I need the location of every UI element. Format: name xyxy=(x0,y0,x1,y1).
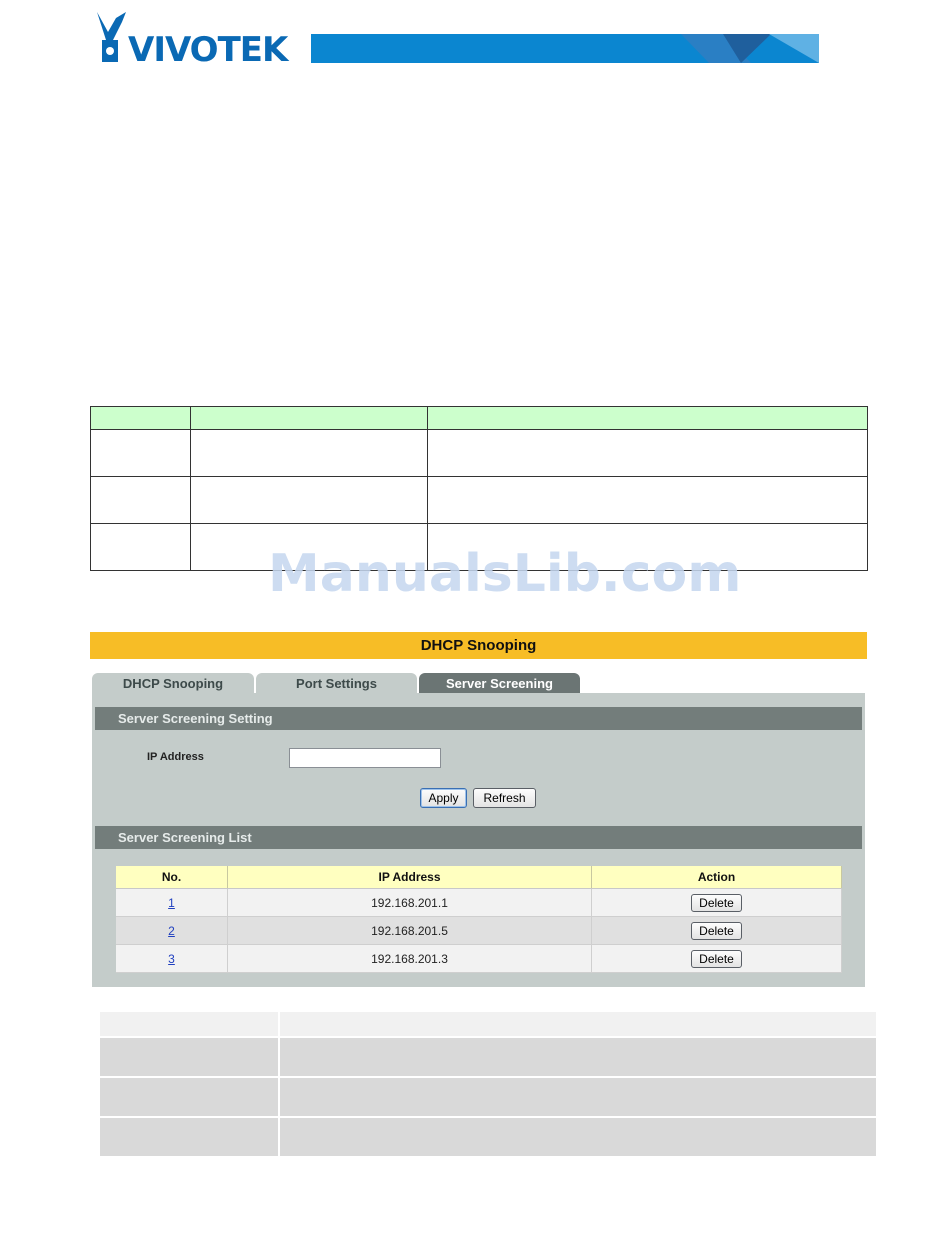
table-row xyxy=(116,917,842,945)
ip-address-cell: 192.168.201.3 xyxy=(228,945,592,973)
page-title: DHCP Snooping xyxy=(90,632,867,659)
action-cell xyxy=(592,945,842,973)
row-number-cell xyxy=(116,945,228,973)
ip-address-cell: 192.168.201.5 xyxy=(228,917,592,945)
row-number-link[interactable]: 3 xyxy=(168,951,175,966)
description-table xyxy=(100,1012,878,1158)
doc-table-cell xyxy=(428,477,868,524)
section-header-list: Server Screening List xyxy=(95,826,862,849)
tab-dhcp-snooping[interactable]: DHCP Snooping xyxy=(92,673,254,693)
ip-address-label: IP Address xyxy=(147,751,204,763)
table-row xyxy=(116,945,842,973)
row-number-cell xyxy=(116,889,228,917)
delete-button[interactable]: Delete xyxy=(691,950,742,968)
row-number-link[interactable]: 1 xyxy=(168,895,175,910)
doc-table-cell xyxy=(91,524,191,571)
table-row xyxy=(116,889,842,917)
delete-button[interactable]: Delete xyxy=(691,894,742,912)
ip-address-input[interactable] xyxy=(289,748,441,768)
doc-table-cell xyxy=(91,477,191,524)
row-number-link[interactable]: 2 xyxy=(168,923,175,938)
doc-table-cell xyxy=(191,524,428,571)
section-header-setting: Server Screening Setting xyxy=(95,707,862,730)
description-table-cell xyxy=(100,1117,279,1157)
logo-wordmark: VIVOTEK xyxy=(128,30,288,70)
action-cell xyxy=(592,917,842,945)
description-table-cell xyxy=(100,1012,279,1037)
doc-table-cell xyxy=(91,407,191,430)
apply-button[interactable]: Apply xyxy=(420,788,467,808)
server-screening-table xyxy=(116,866,842,973)
description-table-cell xyxy=(279,1117,877,1157)
banner-decoration xyxy=(311,34,819,63)
doc-table-cell xyxy=(428,407,868,430)
doc-table xyxy=(90,406,868,571)
vivotek-logo xyxy=(94,10,304,70)
description-table-cell xyxy=(279,1077,877,1117)
doc-table-cell xyxy=(428,430,868,477)
settings-panel xyxy=(92,693,865,987)
header-banner xyxy=(311,34,819,63)
delete-button[interactable]: Delete xyxy=(691,922,742,940)
description-table-cell xyxy=(279,1037,877,1077)
description-table-cell xyxy=(100,1077,279,1117)
column-header-no: No. xyxy=(116,866,228,889)
column-header-ip-address: IP Address xyxy=(228,866,592,889)
doc-table-cell xyxy=(191,430,428,477)
refresh-button[interactable]: Refresh xyxy=(473,788,536,808)
ip-address-cell: 192.168.201.1 xyxy=(228,889,592,917)
table-header-row xyxy=(116,866,842,889)
column-header-action: Action xyxy=(592,866,842,889)
doc-table-cell xyxy=(191,407,428,430)
description-table-cell xyxy=(279,1012,877,1037)
doc-table-cell xyxy=(428,524,868,571)
tab-server-screening[interactable]: Server Screening xyxy=(419,673,580,693)
doc-table-cell xyxy=(91,430,191,477)
action-cell xyxy=(592,889,842,917)
description-table-cell xyxy=(100,1037,279,1077)
watermark: ManualsLib.com xyxy=(268,544,742,604)
tab-port-settings[interactable]: Port Settings xyxy=(256,673,417,693)
row-number-cell xyxy=(116,917,228,945)
doc-table-cell xyxy=(191,477,428,524)
